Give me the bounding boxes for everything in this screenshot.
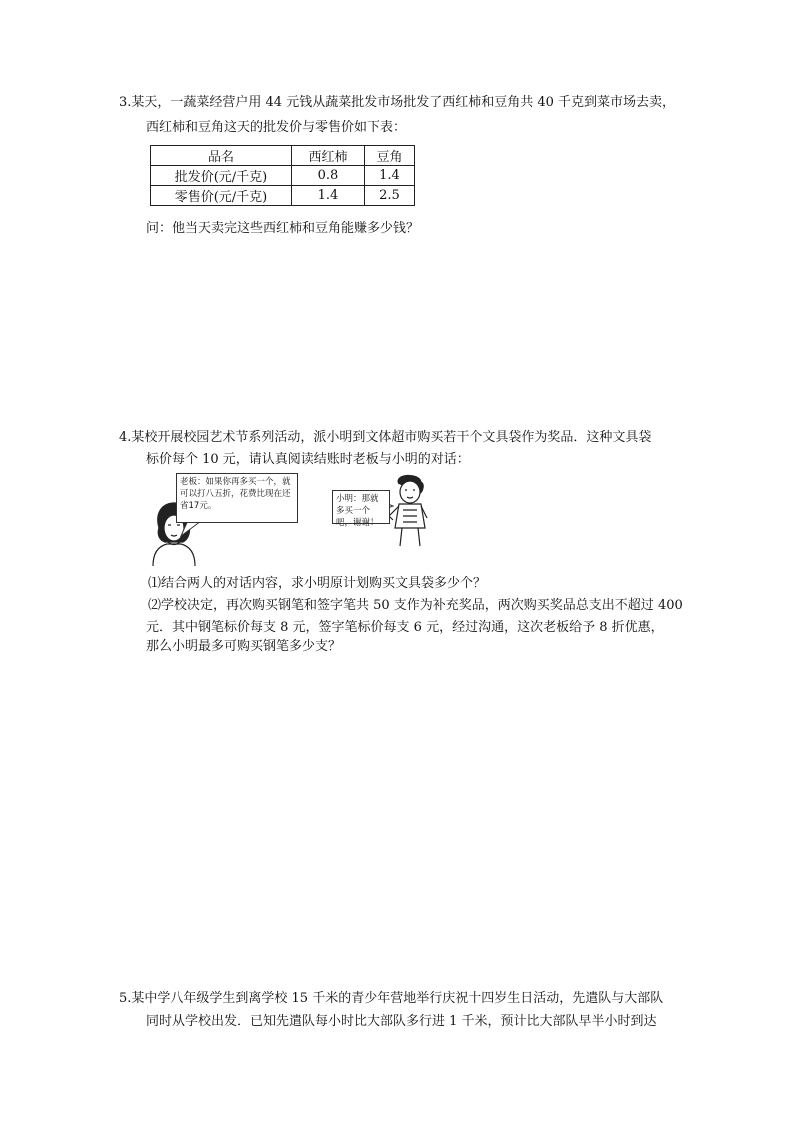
table-row <box>151 186 415 206</box>
price-table <box>150 145 415 206</box>
problem4-sub1: ⑴结合两人的对话内容，求小明原计划购买文具袋多少个？ <box>148 576 487 591</box>
table-cell: 1.4 <box>365 166 415 186</box>
xiaoming-speech-bubble: 小明：那就多买一个吧，谢谢！ <box>332 490 390 524</box>
problem4-line1: 4.某校开展校园艺术节系列活动，派小明到文体超市购买若干个文具袋作为奖品．这种文具袋 <box>119 430 652 445</box>
table-header-cell: 品名 <box>151 146 292 166</box>
problem5-line2: 同时从学校出发．已知先遣队每小时比大部队多行进 1 千米，预计比大部队早半小时到达 <box>146 1014 657 1029</box>
table-header-row <box>151 146 415 166</box>
xiaoming-figure <box>389 475 427 546</box>
table-cell: 0.8 <box>292 166 365 186</box>
boss-speech-bubble: 老板：如果你再多买一个，就可以打八五折，花费比现在还省17元。 <box>176 473 298 523</box>
table-cell: 2.5 <box>365 186 415 206</box>
table-row <box>151 166 415 186</box>
table-cell: 批发价(元/千克) <box>151 166 292 186</box>
table-header-cell: 豆角 <box>365 146 415 166</box>
problem3-question: 问：他当天卖完这些西红柿和豆角能赚多少钱？ <box>146 221 420 236</box>
table-cell: 1.4 <box>292 186 365 206</box>
problem4-sub2-line3: 那么小明最多可购买钢笔多少支？ <box>146 639 342 654</box>
problem4-sub2-line1: ⑵学校决定，再次购买钢笔和签字笔共 50 支作为补充奖品，两次购买奖品总支出不超过 400 <box>148 598 683 613</box>
problem4-line2: 标价每个 10 元，请认真阅读结账时老板与小明的对话： <box>146 452 470 467</box>
problem4-sub2-line2: 元．其中钢笔标价每支 8 元，签字笔标价每支 6 元，经过沟通，这次老板给予 8 折优惠， <box>146 620 664 635</box>
problem3-line2: 西红柿和豆角这天的批发价与零售价如下表： <box>146 120 407 135</box>
table-header-cell: 西红柿 <box>292 146 365 166</box>
table-cell: 零售价(元/千克) <box>151 186 292 206</box>
problem3-line1: 3.某天，一蔬菜经营户用 44 元钱从蔬菜批发市场批发了西红柿和豆角共 40 千克到菜市场去卖， <box>119 95 676 110</box>
dialogue-illustration <box>147 470 429 566</box>
problem5-line1: 5.某中学八年级学生到离学校 15 千米的青少年营地举行庆祝十四岁生日活动，先遣队与大部队 <box>119 991 664 1006</box>
